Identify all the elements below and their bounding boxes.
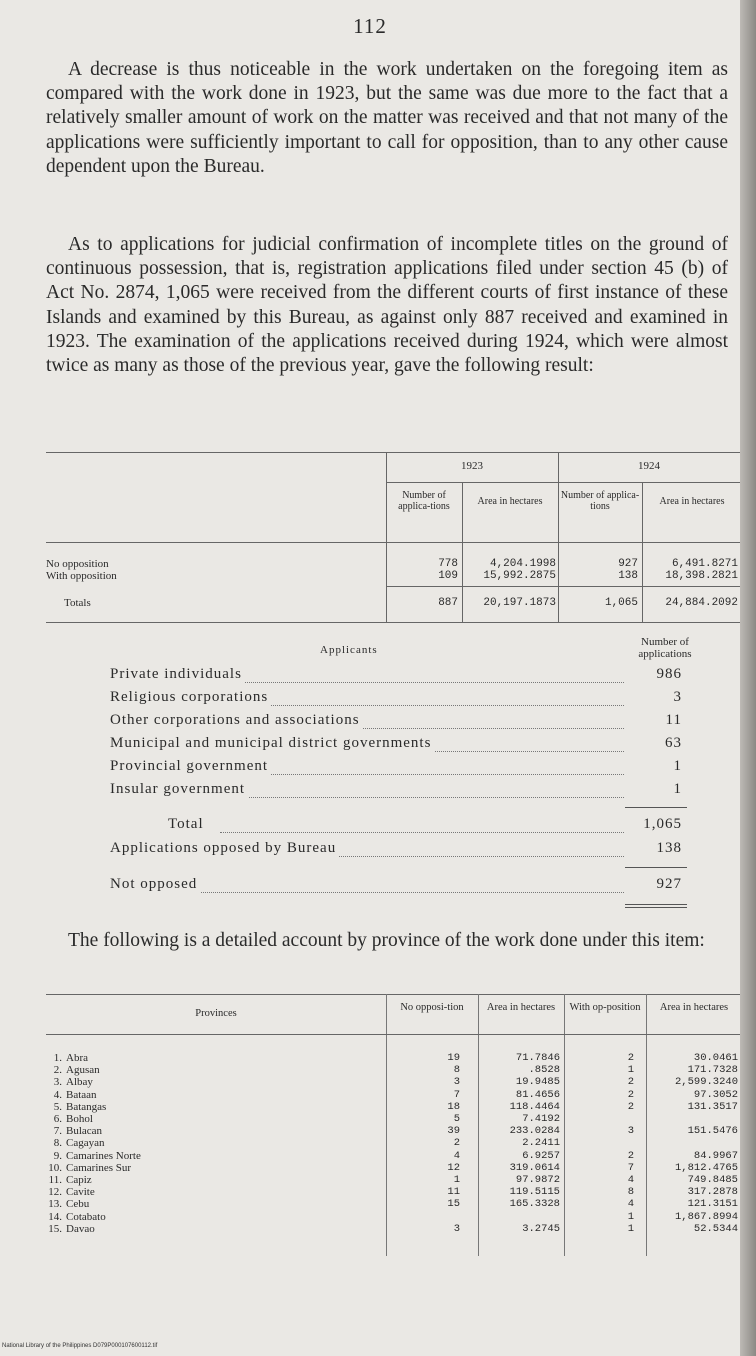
table-cell: 749.8485: [687, 1174, 738, 1186]
table-cell: 165.3328: [509, 1198, 560, 1211]
table-cell: 2: [627, 1149, 634, 1162]
table-cell: 11.: [48, 1174, 62, 1186]
province-name: Cebu: [66, 1198, 386, 1210]
table-row: [46, 1113, 740, 1125]
table-cell: 5.: [53, 1100, 62, 1113]
col-number-1924: Number of applica-tions: [560, 490, 640, 512]
cell: 1,065: [604, 597, 638, 609]
province-name: Bohol: [66, 1113, 386, 1125]
province-name: Cagayan: [66, 1137, 386, 1149]
cell: 109: [438, 570, 458, 582]
page-edge: [740, 0, 756, 1356]
table-cell: 19: [447, 1052, 460, 1064]
table-row: [46, 1223, 740, 1235]
province-name: Agusan: [66, 1064, 386, 1076]
col-no-opposition: No opposi-tion: [400, 1002, 464, 1013]
table-row: [46, 1186, 740, 1198]
year-1924-header: 1924: [638, 460, 660, 472]
col-with-opposition: With op-position: [569, 1002, 641, 1013]
table-cell: 8: [627, 1186, 634, 1199]
table-cell: 319.0614: [509, 1161, 560, 1174]
row-label-with-opposition: With opposition: [46, 570, 117, 582]
table-row: [46, 1125, 740, 1137]
table-row: [46, 1162, 740, 1174]
table-cell: 3.: [53, 1076, 62, 1089]
col-area-1: Area in hectares: [486, 1002, 556, 1013]
table-cell: 15: [447, 1198, 460, 1211]
province-name: Camarines Sur: [66, 1162, 386, 1174]
applicants-total-row: Total 1,065: [168, 816, 682, 832]
cell: 24,884.2092: [665, 597, 738, 609]
province-name: Bulacan: [66, 1125, 386, 1137]
table-row: [46, 1174, 740, 1186]
table-cell: 52.5344: [693, 1222, 738, 1235]
table-cell: 1: [627, 1064, 634, 1077]
table-cell: 13.: [48, 1198, 62, 1211]
table-cell: 8.: [53, 1137, 62, 1150]
table-cell: 2: [627, 1052, 634, 1064]
table-cell: 71.7846: [515, 1052, 560, 1064]
table-cell: 131.3517: [687, 1100, 738, 1113]
table-cell: 12.: [48, 1186, 62, 1199]
table-cell: 2: [627, 1076, 634, 1089]
cell: 4,204.1998: [489, 558, 556, 570]
row-label-totals: Totals: [64, 597, 91, 609]
table-cell: 119.5115: [509, 1186, 560, 1199]
cell: 15,992.2875: [483, 570, 556, 582]
opposed-row: Applications opposed by Bureau 138: [110, 840, 682, 856]
table-cell: 1,812.4765: [674, 1161, 738, 1174]
table-cell: 171.7328: [687, 1064, 738, 1077]
table-cell: 9.: [53, 1149, 62, 1162]
applicant-row: Provincial government 1: [110, 758, 682, 774]
province-name: Albay: [66, 1076, 386, 1088]
table-cell: 4: [627, 1198, 634, 1211]
table-cell: 15.: [48, 1222, 62, 1235]
col-area-1923: Area in hectares: [477, 496, 543, 507]
table-cell: 2: [627, 1088, 634, 1101]
table-cell: 19.9485: [515, 1076, 560, 1089]
table-cell: 2.2411: [522, 1137, 560, 1150]
table-cell: 18: [447, 1100, 460, 1113]
table-cell: 1: [453, 1174, 460, 1186]
table-cell: 121.3151: [687, 1198, 738, 1211]
table-cell: 14.: [48, 1210, 62, 1223]
province-name: Camarines Norte: [66, 1150, 386, 1162]
table-cell: 233.0284: [509, 1125, 560, 1138]
province-name: Cotabato: [66, 1211, 386, 1223]
table-cell: 12: [447, 1161, 460, 1174]
year-1923-header: 1923: [461, 460, 483, 472]
table-cell: 97.9872: [515, 1174, 560, 1186]
table-row: [46, 1089, 740, 1101]
table-cell: 1: [627, 1210, 634, 1223]
province-name: Davao: [66, 1223, 386, 1235]
table-cell: 2,599.3240: [674, 1076, 738, 1089]
table-cell: 7.4192: [522, 1113, 560, 1125]
page-number: 112: [353, 14, 387, 38]
table-row: [46, 1052, 740, 1064]
cell: 18,398.2821: [665, 570, 738, 582]
table-row: [46, 1064, 740, 1076]
table-cell: 317.2878: [687, 1186, 738, 1199]
table-cell: 2.: [53, 1064, 62, 1077]
table-cell: .8528: [528, 1064, 560, 1077]
table-row: [46, 1101, 740, 1113]
table-cell: 4: [627, 1174, 634, 1186]
province-name: Batangas: [66, 1101, 386, 1113]
cell: 927: [618, 558, 638, 570]
table-cell: 1.: [53, 1052, 62, 1064]
table-cell: 10.: [48, 1161, 62, 1174]
applicant-row: Insular government 1: [110, 781, 682, 797]
cell: 138: [618, 570, 638, 582]
col-provinces: Provinces: [195, 1008, 237, 1019]
applications-count-header: Number of applications: [638, 636, 692, 660]
province-name: Capiz: [66, 1174, 386, 1186]
table-cell: 5: [453, 1113, 460, 1125]
table-cell: 118.4464: [509, 1100, 560, 1113]
table-row: [46, 1198, 740, 1210]
table-cell: 2: [453, 1137, 460, 1150]
table-cell: 1,867.8994: [674, 1210, 738, 1223]
table-cell: 97.3052: [693, 1088, 738, 1101]
table-cell: 8: [453, 1064, 460, 1077]
table-cell: 7: [627, 1161, 634, 1174]
col-area-1924: Area in hectares: [659, 496, 725, 507]
table-cell: 3: [453, 1076, 460, 1089]
table-cell: 2: [627, 1100, 634, 1113]
table-row: [46, 1150, 740, 1162]
table-cell: 4.: [53, 1088, 62, 1101]
not-opposed-row: Not opposed 927: [110, 876, 682, 892]
col-number-1923: Number of applica-tions: [398, 490, 450, 512]
paragraph-1: A decrease is thus noticeable in the work undertaken on the foregoing item as compared with the work done in 1923, but the same was due more to the fact that a relatively smaller amount of work on the matter was received and that not many of the applications were sufficiently important to call for opposition, than to any other cause dependent upon the Bureau.: [46, 59, 728, 177]
table-cell: 3.2745: [522, 1222, 560, 1235]
applicant-row: Municipal and municipal district governments 63: [110, 735, 682, 751]
table-row: [46, 1211, 740, 1223]
table-cell: 7: [453, 1088, 460, 1101]
table-cell: 6.9257: [522, 1149, 560, 1162]
table-row: [46, 1076, 740, 1088]
province-name: Bataan: [66, 1089, 386, 1101]
paragraph-3: The following is a detailed account by province of the work done under this item:: [68, 930, 705, 951]
row-label-no-opposition: No opposition: [46, 558, 109, 570]
table-cell: 1: [627, 1222, 634, 1235]
cell: 887: [438, 597, 458, 609]
table-cell: 3: [627, 1125, 634, 1138]
table-cell: 39: [447, 1125, 460, 1138]
table-cell: 84.9967: [693, 1149, 738, 1162]
col-area-2: Area in hectares: [659, 1002, 729, 1013]
applicant-row: Other corporations and associations 11: [110, 712, 682, 728]
table-row: [46, 1137, 740, 1149]
cell: 6,491.8271: [671, 558, 738, 570]
table-cell: 3: [453, 1222, 460, 1235]
table-cell: 81.4656: [515, 1088, 560, 1101]
province-name: Abra: [66, 1052, 386, 1064]
table-cell: 4: [453, 1149, 460, 1162]
table-cell: 11: [447, 1186, 460, 1199]
province-name: Cavite: [66, 1186, 386, 1198]
cell: 20,197.1873: [483, 597, 556, 609]
table-cell: 6.: [53, 1113, 62, 1125]
scan-footer: National Library of the Philippines D079P000107600112.tif: [2, 1343, 158, 1349]
applicants-header: Applicants: [320, 644, 378, 656]
applicant-row: Religious corporations 3: [110, 689, 682, 705]
table-cell: 151.5476: [687, 1125, 738, 1138]
paragraph-2: As to applications for judicial confirmation of incomplete titles on the ground of continuous possession, that is, registration applications filed under section 45 (b) of Act No. 2874, 1,065 were received from the different courts of first instance of these Islands and examined by this Bureau, as against only 887 received and examined in 1923. The examination of the applications received during 1924, which were almost twice as many as those of the previous year, gave the following result:: [46, 234, 728, 377]
cell: 778: [438, 558, 458, 570]
applicant-row: Private individuals 986: [110, 666, 682, 682]
table-cell: 7.: [53, 1125, 62, 1138]
table-cell: 30.0461: [693, 1052, 738, 1064]
